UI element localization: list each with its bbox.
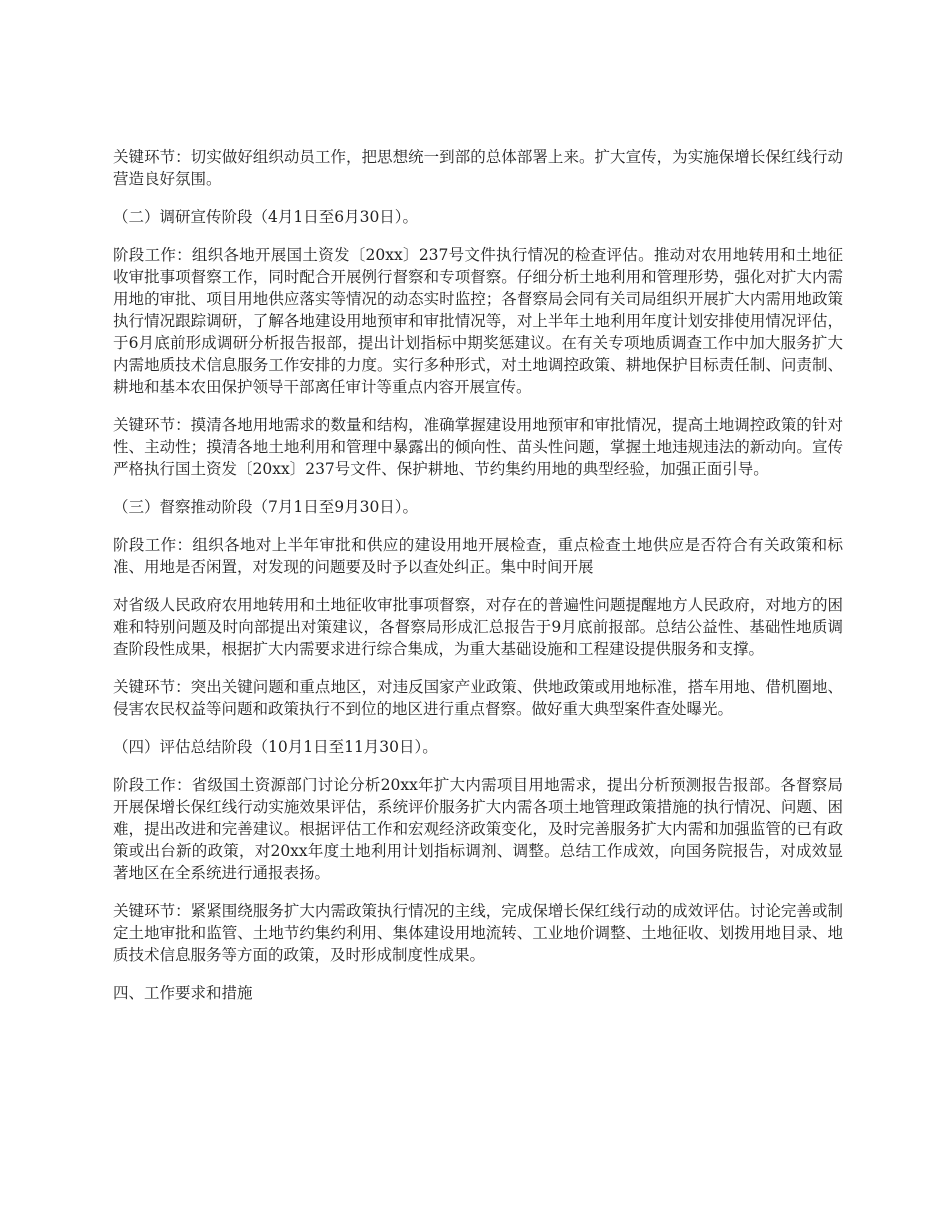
section-heading-requirements: 四、工作要求和措施 <box>113 984 253 1002</box>
paragraph-supervision-continued: 对省级人民政府农用地转用和土地征收审批事项督察，对存在的普遍性问题提醒地方人民政府，对地方的困难和特别问题及时向部提出对策建议，各督察局形成汇总报告于9月底前报部。总结公益性、基础性地质调查阶段性成果，根据扩大内需要求进行综合集成，为重大基础设施和工程建设提供服务和支撑。 <box>113 596 843 658</box>
paragraph-research-key-step: 关键环节：摸清各地用地需求的数量和结构，准确掌握建设用地预审和审批情况，提高土地调控政策的针对性、主动性；摸清各地土地利用和管理中暴露出的倾向性、苗头性问题，掌握土地违规违法的新动向。宣传严格执行国土资发〔20xx〕237号文件、保护耕地、节约集约用地的典型经验，加强正面引导。 <box>113 416 843 478</box>
paragraph-supervision-stage-work: 阶段工作：组织各地对上半年审批和供应的建设用地开展检查，重点检查土地供应是否符合有关政策和标准、用地是否闲置，对发现的问题要及时予以查处纠正。集中时间开展 <box>113 536 843 576</box>
paragraph-research-stage-work: 阶段工作：组织各地开展国土资发〔20xx〕237号文件执行情况的检查评估。推动对农用地转用和土地征收审批事项督察工作，同时配合开展例行督察和专项督察。仔细分析土地利用和管理形势，强化对扩大内需用地的审批、项目用地供应落实等情况的动态实时监控；各督察局会同有关司局组织开展扩大内需用地政策执行情况跟踪调研，了解各地建设用地预审和审批情况等，对上半年土地利用年度计划安排使用情况评估，于6月底前形成调研分析报告报部，提出计划指标中期奖惩建议。在有关专项地质调查工作中加大服务扩大内需地质技术信息服务工作安排的力度。实行多种形式，对土地调控政策、耕地保护目标责任制、问责制、耕地和基本农田保护领导干部离任审计等重点内容开展宣传。 <box>113 246 843 396</box>
paragraph-evaluation-stage-work: 阶段工作：省级国土资源部门讨论分析20xx年扩大内需项目用地需求，提出分析预测报告报部。各督察局开展保增长保红线行动实施效果评估，系统评价服务扩大内需各项土地管理政策措施的执行情况、问题、困难，提出改进和完善建议。根据评估工作和宏观经济政策变化，及时完善服务扩大内需和加强监管的已有政策或出台新的政策，对20xx年度土地利用计划指标调剂、调整。总结工作成效，向国务院报告，对成效显著地区在全系统进行通报表扬。 <box>113 776 843 882</box>
heading-evaluation-stage: （四）评估总结阶段（10月1日至11月30日）。 <box>113 738 438 756</box>
paragraph-supervision-key-step: 关键环节：突出关键问题和重点地区，对违反国家产业政策、供地政策或用地标准，搭车用地、借机圈地、侵害农民权益等问题和政策执行不到位的地区进行重点督察。做好重大典型案件查处曝光。 <box>113 678 843 718</box>
document-body <box>113 146 843 1020</box>
paragraph-key-step-mobilization: 关键环节：切实做好组织动员工作，把思想统一到部的总体部署上来。扩大宣传，为实施保增长保红线行动营造良好氛围。 <box>113 148 843 188</box>
heading-research-stage: （二）调研宣传阶段（4月1日至6月30日）。 <box>113 208 419 226</box>
paragraph-evaluation-key-step: 关键环节：紧紧围绕服务扩大内需政策执行情况的主线，完成保增长保红线行动的成效评估。讨论完善或制定土地审批和监管、土地节约集约利用、集体建设用地流转、工业地价调整、土地征收、划拨用地目录、地质技术信息服务等方面的政策，及时形成制度性成果。 <box>113 902 843 964</box>
heading-supervision-stage: （三）督察推动阶段（7月1日至9月30日）。 <box>113 498 419 516</box>
